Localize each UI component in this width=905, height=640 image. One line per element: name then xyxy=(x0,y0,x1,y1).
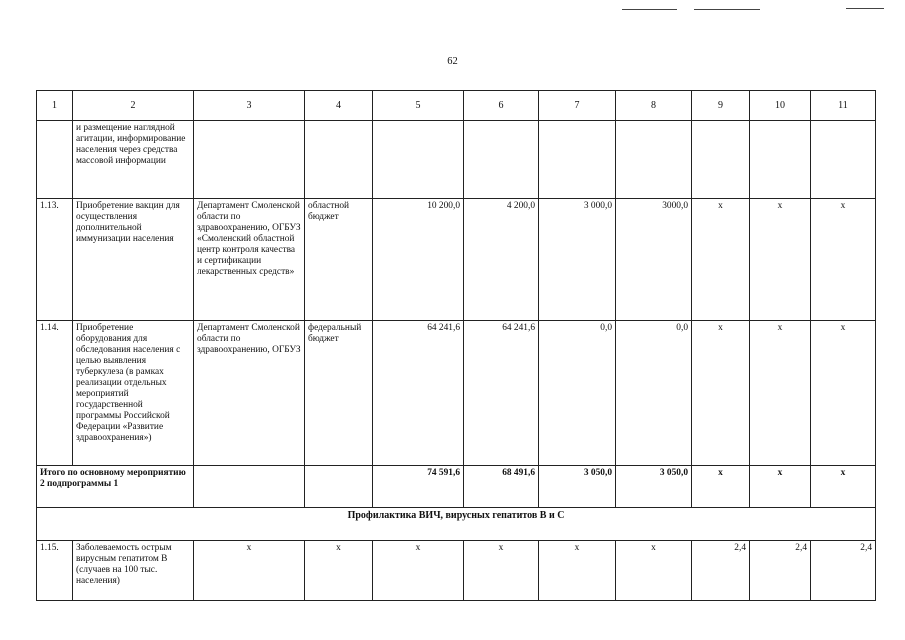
cell-name: Заболеваемость острым вирусным гепатитом В (случаев на 100 тыс. населения) xyxy=(73,541,194,601)
cell-source: x xyxy=(305,541,373,601)
cell-executor: Департамент Смоленской области по здравоохранению, ОГБУЗ «Смоленский областной центр контроля качества и сертификации лекарственных средств» xyxy=(194,199,305,321)
cell-indicator-3: x xyxy=(811,466,876,508)
cell-indicator-2: 2,4 xyxy=(750,541,811,601)
cell-year-1: 64 241,6 xyxy=(464,321,539,466)
col-header: 6 xyxy=(464,91,539,121)
program-table xyxy=(36,90,876,601)
cell-empty xyxy=(305,466,373,508)
cell-year-3: 3000,0 xyxy=(616,199,692,321)
cell-year-3: 3 050,0 xyxy=(616,466,692,508)
col-header: 4 xyxy=(305,91,373,121)
cell-empty xyxy=(305,121,373,199)
cell-empty xyxy=(616,121,692,199)
cell-empty xyxy=(37,121,73,199)
cell-empty xyxy=(194,121,305,199)
cell-year-1: 68 491,6 xyxy=(464,466,539,508)
section-title: Профилактика ВИЧ, вирусных гепатитов В и С xyxy=(37,508,876,541)
table-row-1-13 xyxy=(37,199,876,321)
cell-name: и размещение наглядной агитации, информирование населения через средства массовой информации xyxy=(73,121,194,199)
cell-total: 74 591,6 xyxy=(373,466,464,508)
cell-indicator-1: 2,4 xyxy=(692,541,750,601)
cell-total: x xyxy=(373,541,464,601)
cell-source: федеральный бюджет xyxy=(305,321,373,466)
col-header: 3 xyxy=(194,91,305,121)
cell-year-1: 4 200,0 xyxy=(464,199,539,321)
cell-name: Приобретение оборудования для обследования населения с целью выявления туберкулеза (в рамках реализации отдельных мероприятий государственной программы Российской Федерации «Развитие здравоохранения») xyxy=(73,321,194,466)
cell-year-2: x xyxy=(539,541,616,601)
section-header-row xyxy=(37,508,876,541)
cell-indicator-1: x xyxy=(692,466,750,508)
table-row-continuation xyxy=(37,121,876,199)
cell-total-label: Итого по основному мероприятию 2 подпрограммы 1 xyxy=(37,466,194,508)
page-number: 62 xyxy=(447,56,458,67)
cell-year-1: x xyxy=(464,541,539,601)
cell-executor: x xyxy=(194,541,305,601)
cell-indicator-1: x xyxy=(692,321,750,466)
cell-empty xyxy=(811,121,876,199)
cell-name: Приобретение вакцин для осуществления дополнительной иммунизации населения xyxy=(73,199,194,321)
cell-indicator-2: x xyxy=(750,321,811,466)
col-header: 2 xyxy=(73,91,194,121)
cell-indicator-3: 2,4 xyxy=(811,541,876,601)
cell-indicator-3: x xyxy=(811,321,876,466)
cell-year-3: 0,0 xyxy=(616,321,692,466)
col-header: 1 xyxy=(37,91,73,121)
col-header: 8 xyxy=(616,91,692,121)
top-rule-1 xyxy=(622,9,677,10)
cell-total: 64 241,6 xyxy=(373,321,464,466)
col-header: 9 xyxy=(692,91,750,121)
cell-year-2: 3 050,0 xyxy=(539,466,616,508)
table-row-1-14 xyxy=(37,321,876,466)
cell-number: 1.15. xyxy=(37,541,73,601)
cell-indicator-3: x xyxy=(811,199,876,321)
top-rule-2 xyxy=(694,9,760,10)
cell-empty xyxy=(464,121,539,199)
cell-empty xyxy=(194,466,305,508)
cell-empty xyxy=(692,121,750,199)
cell-indicator-2: x xyxy=(750,466,811,508)
column-number-row xyxy=(37,91,876,121)
table-row-total xyxy=(37,466,876,508)
col-header: 11 xyxy=(811,91,876,121)
cell-indicator-2: x xyxy=(750,199,811,321)
cell-empty xyxy=(539,121,616,199)
table-row-1-15 xyxy=(37,541,876,601)
col-header: 10 xyxy=(750,91,811,121)
cell-empty xyxy=(373,121,464,199)
cell-source: областной бюджет xyxy=(305,199,373,321)
cell-total: 10 200,0 xyxy=(373,199,464,321)
col-header: 5 xyxy=(373,91,464,121)
cell-number: 1.13. xyxy=(37,199,73,321)
top-rule-3 xyxy=(846,8,884,9)
col-header: 7 xyxy=(539,91,616,121)
cell-empty xyxy=(750,121,811,199)
cell-indicator-1: x xyxy=(692,199,750,321)
cell-number: 1.14. xyxy=(37,321,73,466)
cell-year-2: 3 000,0 xyxy=(539,199,616,321)
cell-executor: Департамент Смоленской области по здравоохранению, ОГБУЗ xyxy=(194,321,305,466)
cell-year-3: x xyxy=(616,541,692,601)
cell-year-2: 0,0 xyxy=(539,321,616,466)
